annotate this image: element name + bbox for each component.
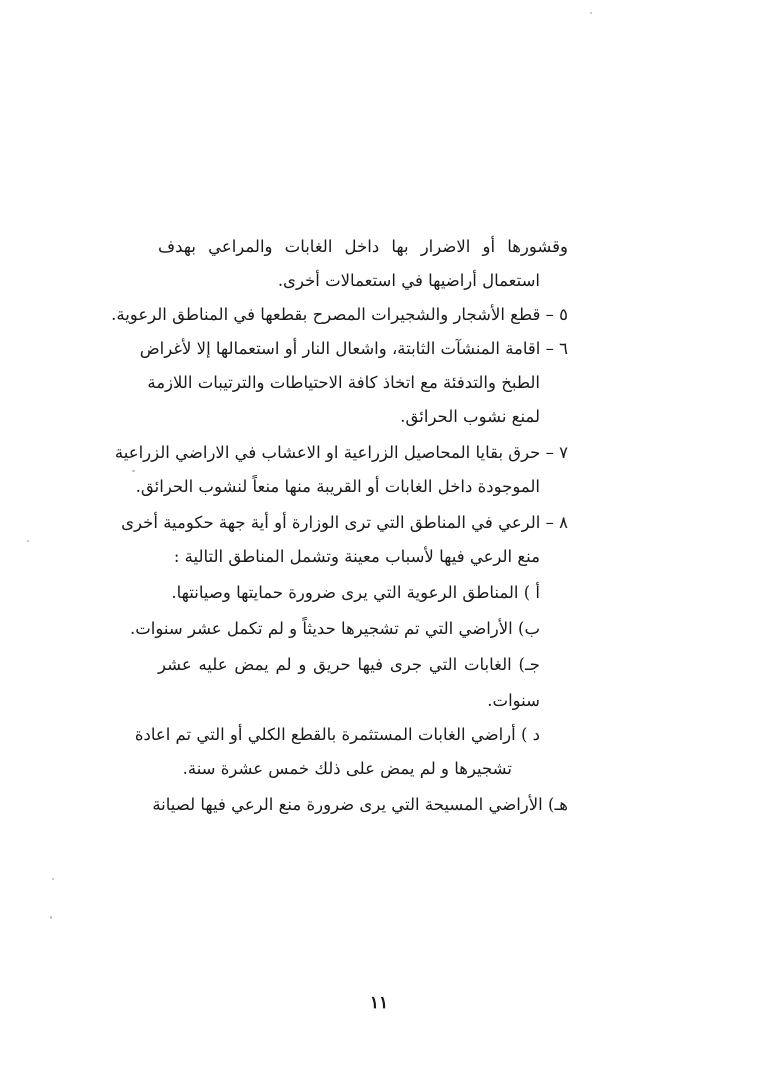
sub-item: د ) أراضي الغابات المستثمرة بالقطع الكلي أو التي تم اعادة [134, 725, 540, 744]
text-line: تشجيرها و لم يمض على ذلك خمس عشرة سنة. [182, 759, 512, 778]
text-line: لمنع نشوب الحرائق. [400, 407, 540, 426]
scan-speck [27, 540, 29, 542]
scan-speck [132, 470, 135, 472]
sub-item: هـ) الأراضي المسيحة التي يرى ضرورة منع الرعي فيها لصيانة [152, 795, 568, 814]
text-line: استعمال أراضيها في استعمالات أخرى. [277, 271, 540, 290]
text-line: الطبخ والتدفئة مع اتخاذ كافة الاحتياطات والترتيبات اللازمة [147, 373, 540, 392]
list-item: ٧ – حرق بقايا المحاصيل الزراعية او الاعشاب في الاراضي الزراعية [114, 443, 568, 462]
sub-item: أ ) المناطق الرعوية التي يرى ضرورة حمايتها وصيانتها. [171, 583, 540, 602]
sub-item: جـ) الغابات التي جرى فيها حريق و لم يمض عليه عشر [158, 655, 540, 674]
text-line: وقشورها أو الاضرار بها داخل الغابات والمراعي بهدف [158, 237, 568, 256]
scan-speck [590, 12, 592, 14]
sub-item: ب) الأراضي التي تم تشجيرها حديثاً و لم تكمل عشر سنوات. [130, 619, 540, 638]
list-item: ٨ – الرعي في المناطق التي ترى الوزارة أو أية جهة حكومية أخرى [121, 513, 568, 532]
list-item: ٥ – قطع الأشجار والشجيرات المصرح بقطعها في المناطق الرعوية. [111, 305, 568, 324]
list-item: ٦ – اقامة المنشآت الثابتة، واشعال النار أو استعمالها إلا لأغراض [139, 339, 568, 358]
text-line: منع الرعي فيها لأسباب معينة وتشمل المناطق التالية : [173, 547, 540, 566]
page-number: ١١ [369, 993, 389, 1013]
text-line: الموجودة داخل الغابات أو القريبة منها منعاً لنشوب الحرائق. [135, 477, 540, 496]
text-line: سنوات. [487, 691, 540, 710]
scan-speck [52, 878, 54, 880]
scan-speck [50, 916, 52, 919]
